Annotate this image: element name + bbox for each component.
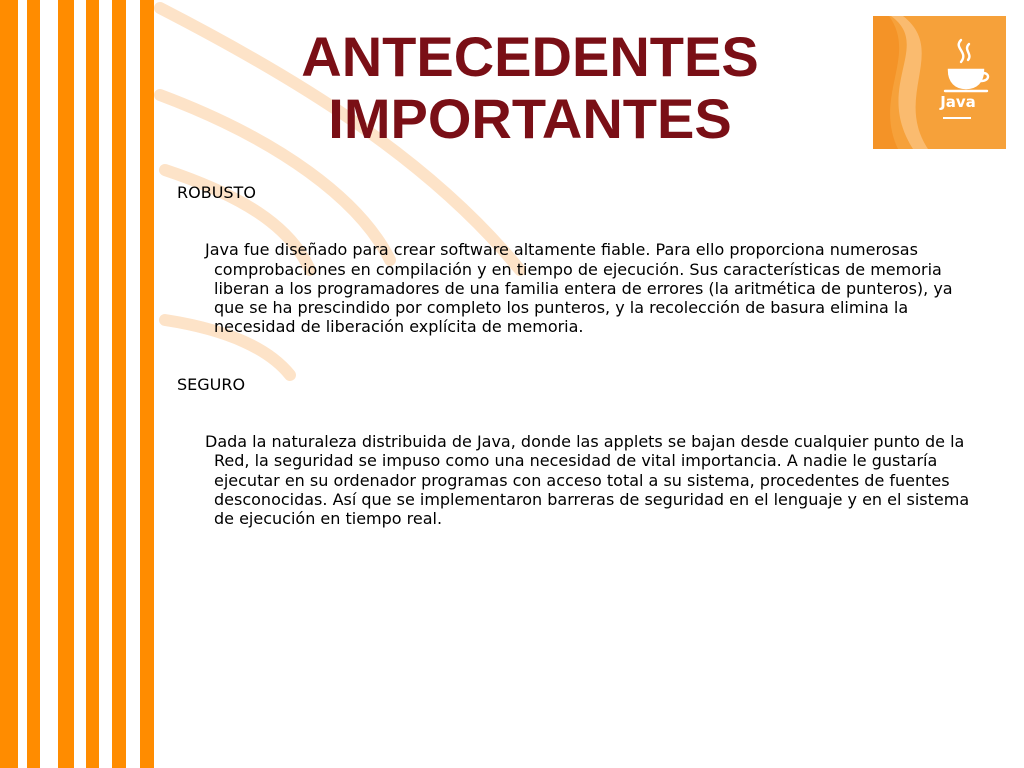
section-text-seguro: Dada la naturaleza distribuida de Java, donde las applets se bajan desde cualquier punto de la Red, la seguridad se impuso como una necesidad de vital importancia. A nadie le gustaría ejecutar en su ordenador programas con acceso total a su sistema, procedentes de fuentes desconocidas. Así que se implementaron barreras de seguridad en el lenguaje y en el sistema de ejecución en tiempo real. [205, 432, 970, 529]
stripe-6 [140, 0, 154, 768]
stripe-2 [27, 0, 40, 768]
logo-underline [943, 117, 971, 119]
slide-title [180, 26, 880, 150]
java-coffee-cup-icon [873, 16, 1006, 149]
stripe-1 [0, 0, 18, 768]
title-line-1: ANTECEDENTES [301, 25, 759, 88]
section-heading-seguro: SEGURO [177, 374, 246, 394]
stripe-3 [58, 0, 74, 768]
section-heading-robusto: ROBUSTO [177, 183, 256, 202]
stripe-4 [86, 0, 99, 768]
slide-content [177, 183, 977, 529]
section-text-robusto: Java fue diseñado para crear software altamente fiable. Para ello proporciona numerosas comprobaciones en compilación y en tiempo de ejecución. Sus características de memoria liberan a los programadores de una familia entera de errores (la aritmética de punteros), ya que se ha prescindido por completo los punteros, y la recolección de basura elimina la necesidad de liberación explícita de memoria. [205, 240, 953, 337]
java-logo-text: Java [940, 93, 976, 111]
java-logo [873, 16, 1006, 149]
title-line-2: IMPORTANTES [328, 87, 732, 150]
stripe-5 [112, 0, 126, 768]
